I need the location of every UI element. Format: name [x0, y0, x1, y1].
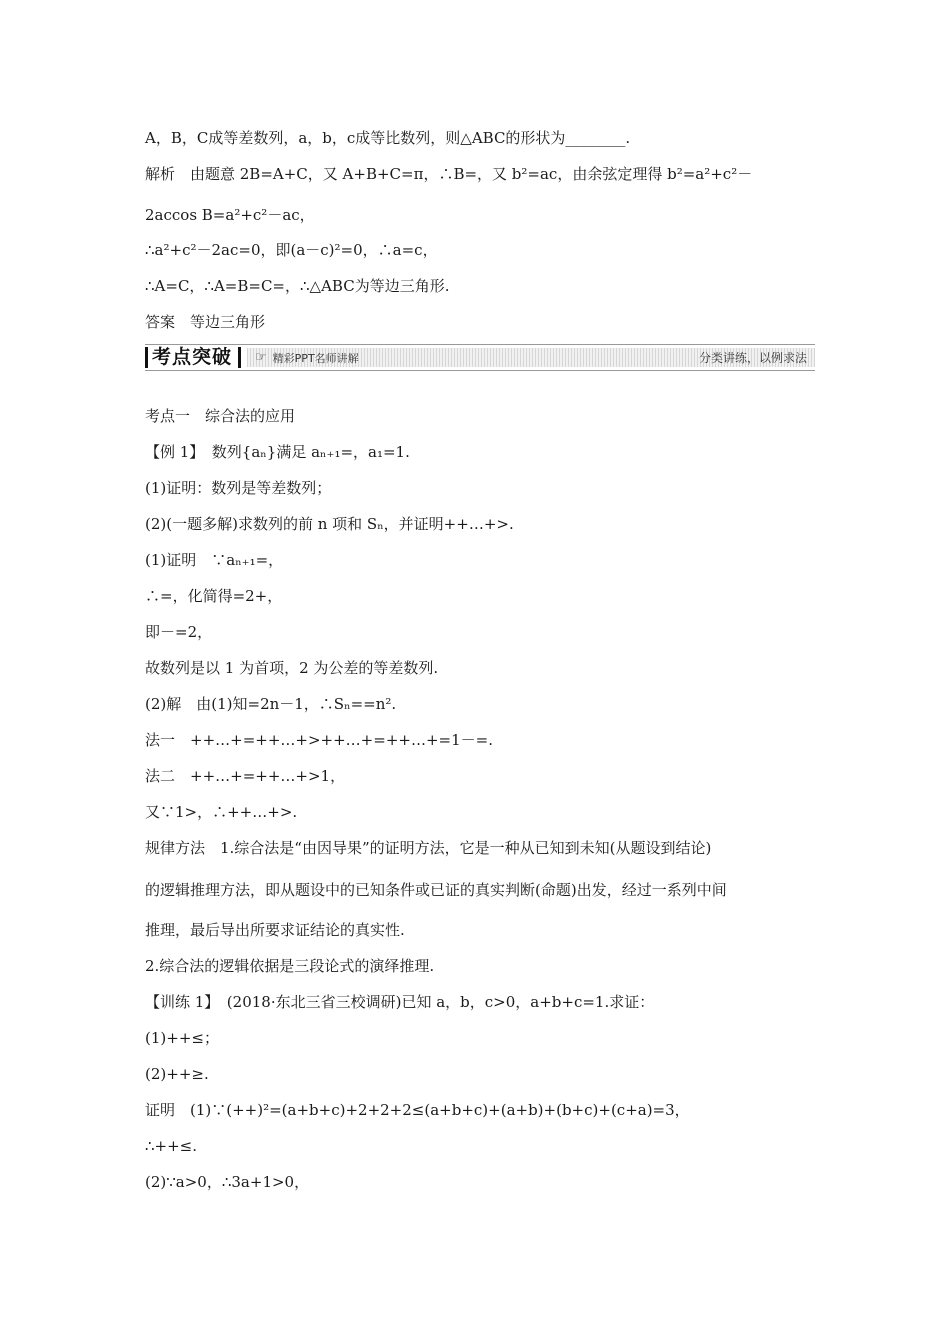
text-line-answer: 答案 等边三角形	[145, 313, 266, 331]
text-line-proof-4: 故数列是以 1 为首项，2 为公差的等差数列.	[145, 659, 439, 677]
text-line-method-2: 法二 ++…+=++…+>1，	[145, 767, 346, 785]
text-line-part2: (2)(一题多解)求数列的前 n 项和 Sₙ，并证明++…+>.	[145, 515, 514, 533]
text-line-solution-1: (2)解 由(1)知=2n－1，∴Sₙ==n².	[145, 695, 397, 713]
banner-stripe	[247, 348, 815, 367]
text-line-rule-4: 2.综合法的逻辑依据是三段论式的演绎推理.	[145, 957, 435, 975]
text-line-rule-3: 推理，最后导出所要求证结论的真实性.	[145, 921, 405, 939]
banner-divider	[238, 347, 241, 368]
text-line-example: 【例 1】 数列{aₙ}满足 aₙ₊₁=，a₁=1.	[145, 443, 410, 461]
text-line-proof-1: (1)证明 ∵aₙ₊₁=，	[145, 551, 284, 569]
banner-title: 考点突破	[145, 347, 238, 368]
section-banner	[145, 344, 815, 371]
text-line-training-proof-1: 证明 (1)∵(++)²=(a+b+c)+2+2+2≤(a+b+c)+(a+b)+(b+c)+(c+a)=3，	[145, 1101, 690, 1119]
banner-subtitle-group	[255, 350, 359, 366]
text-line-method-1: 法一 ++…+=++…+>++…+=++…+=1－=.	[145, 731, 493, 749]
text-line-training-1: (1)++≤；	[145, 1029, 219, 1047]
text-line-training-proof-3: (2)∵a>0，∴3a+1>0，	[145, 1173, 310, 1191]
text-line-training: 【训练 1】 (2018·东北三省三校调研)已知 a，b，c>0，a+b+c=1.求证：	[145, 993, 655, 1011]
banner-subtitle: 精彩PPT名师讲解	[272, 351, 359, 365]
text-line-training-proof-2: ∴++≤.	[145, 1137, 198, 1155]
text-line-rule-1: 规律方法 1.综合法是“由因导果”的证明方法，它是一种从已知到未知(从题设到结论)	[145, 839, 712, 857]
text-line-question: A，B，C成等差数列，a，b，c成等比数列，则△ABC的形状为________.	[145, 129, 631, 147]
text-line-proof-3: 即－=2，	[145, 623, 213, 641]
text-line-analysis-2: 2accos B=a²+c²－ac，	[145, 206, 315, 224]
text-line-kaodian: 考点一 综合法的应用	[145, 407, 296, 425]
text-line-analysis-1: 解析 由题意 2B=A+C，又 A+B+C=π，∴B=，又 b²=ac，由余弦定理得 b²=a²+c²－	[145, 165, 753, 183]
text-line-part1: (1)证明：数列是等差数列；	[145, 479, 332, 497]
banner-right-text: 分类讲练，以例求法	[698, 351, 807, 365]
text-line-rule-2: 的逻辑推理方法，即从题设中的已知条件或已证的真实判断(命题)出发，经过一系列中间	[145, 881, 727, 899]
text-line-method-2b: 又∵1>，∴++…+>.	[145, 803, 298, 821]
text-line-analysis-3: ∴a²+c²－2ac=0，即(a－c)²=0，∴a=c，	[145, 241, 438, 259]
text-line-analysis-4: ∴A=C，∴A=B=C=，∴△ABC为等边三角形.	[145, 277, 450, 295]
text-line-training-2: (2)++≥.	[145, 1065, 209, 1083]
pointing-hand-icon: ☞	[255, 350, 267, 365]
text-line-proof-2: ∴=，化简得=2+，	[145, 587, 283, 605]
